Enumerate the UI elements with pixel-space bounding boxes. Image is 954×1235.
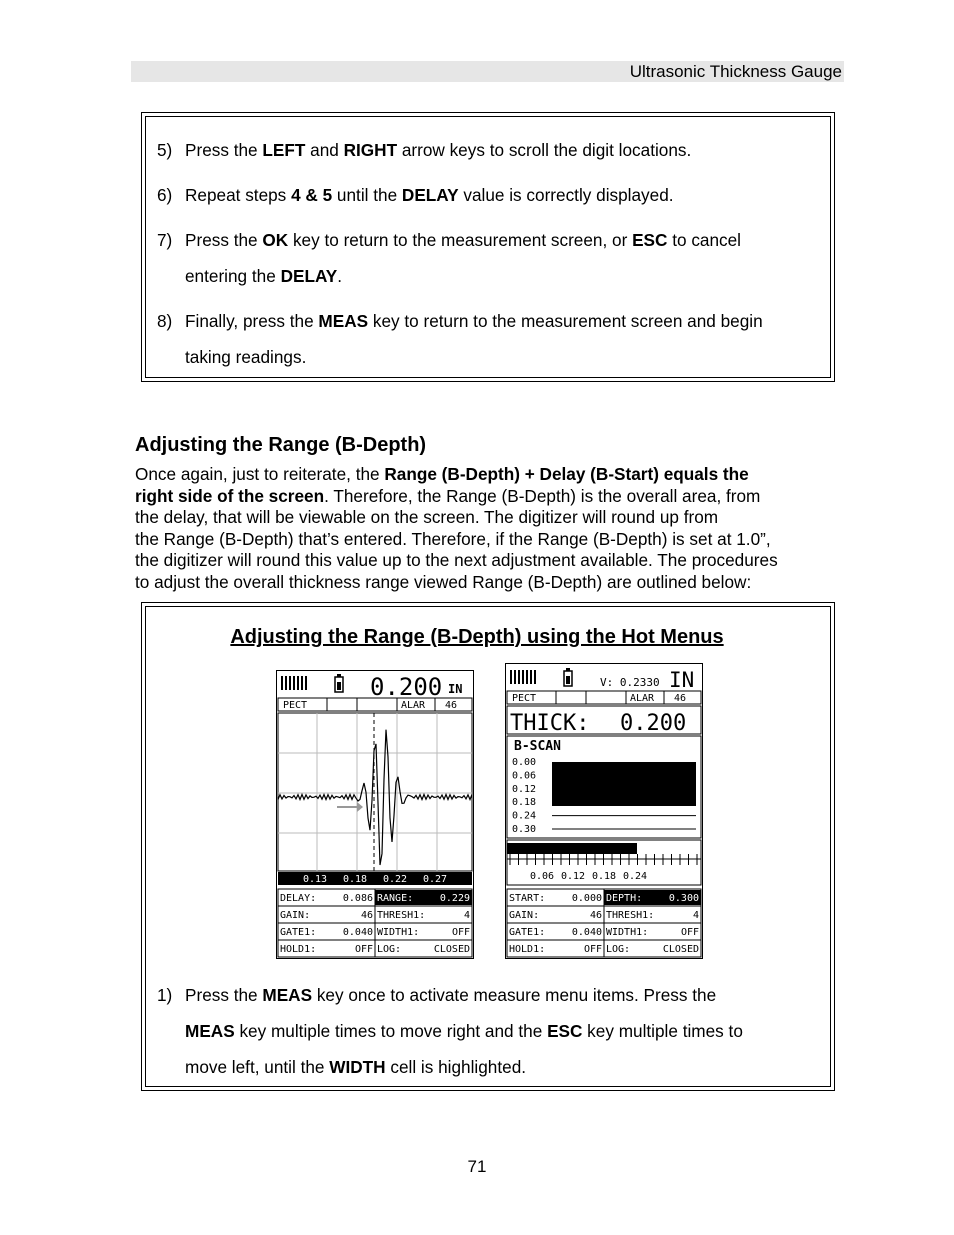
text-run: Once again, just to reiterate, the bbox=[135, 464, 385, 484]
text-run: . bbox=[337, 266, 343, 286]
lcd-menu-value: 0.040 bbox=[342, 927, 373, 938]
lcd-menu-label: LOG: bbox=[377, 944, 402, 955]
lcd-menu-label: WIDTH1: bbox=[606, 927, 649, 938]
lcd-left-mode: PECT bbox=[283, 700, 308, 711]
step-text bbox=[185, 258, 342, 294]
step-number: 1) bbox=[157, 985, 173, 1005]
lcd-menu-value: OFF bbox=[354, 944, 373, 955]
text-run: Press the bbox=[185, 230, 263, 250]
paragraph-line bbox=[135, 529, 845, 551]
depth-tick-label: 0.30 bbox=[512, 824, 537, 835]
lcd-right-alarm-value: 46 bbox=[674, 693, 687, 704]
step-text bbox=[185, 177, 674, 213]
text-run: key to return to the measurement screen and begin bbox=[368, 311, 763, 331]
step-text bbox=[185, 1013, 743, 1049]
text-run: value is correctly displayed. bbox=[458, 185, 674, 205]
lcd-left-alarm-label: ALAR bbox=[401, 700, 426, 711]
emphasis-text: LEFT bbox=[262, 140, 306, 160]
text-run: . Therefore, the Range (B-Depth) is the overall area, from bbox=[324, 485, 761, 506]
axis-tick-label: 0.18 bbox=[343, 874, 368, 885]
emphasis-text: MEAS bbox=[262, 985, 313, 1005]
depth-tick-label: 0.06 bbox=[512, 770, 537, 782]
hot-menu-title: Adjusting the Range (B-Depth) using the Hot Menus bbox=[230, 626, 724, 648]
bscan-fill bbox=[552, 762, 696, 806]
text-run: key multiple times to move right and the bbox=[234, 1021, 548, 1041]
signal-bars-icon bbox=[281, 676, 307, 690]
lcd-screen-waveform bbox=[276, 670, 474, 959]
signal-bars-icon bbox=[510, 670, 536, 684]
lcd-menu-value: 4 bbox=[692, 910, 699, 921]
lcd-menu-value: 46 bbox=[360, 910, 373, 921]
lcd-menu-value: 0.040 bbox=[571, 927, 602, 938]
step-text bbox=[185, 1049, 526, 1085]
emphasis-text: MEAS bbox=[185, 1021, 235, 1041]
emphasis-text: ESC bbox=[547, 1021, 583, 1041]
emphasis-text: right side of the screen bbox=[135, 485, 325, 506]
text-run: entering the bbox=[185, 266, 281, 286]
lcd-menu-label: LOG: bbox=[606, 944, 631, 955]
text-run: cell is highlighted. bbox=[385, 1057, 527, 1077]
text-run: taking readings. bbox=[185, 347, 307, 367]
lcd-menu-label: START: bbox=[509, 893, 546, 904]
emphasis-text: WIDTH bbox=[329, 1057, 386, 1077]
emphasis-text: Range (B-Depth) + Delay (B-Start) equals the bbox=[384, 464, 749, 484]
step-text bbox=[185, 977, 716, 1013]
text-run: key to return to the measurement screen, or bbox=[288, 230, 633, 250]
text-run: Finally, press the bbox=[185, 311, 319, 331]
lcd-menu-value: OFF bbox=[583, 944, 602, 955]
lcd-right-unit: IN bbox=[669, 668, 695, 692]
step-text bbox=[185, 222, 741, 258]
text-run: to cancel bbox=[667, 230, 742, 250]
bscan-progress-bar bbox=[507, 843, 637, 854]
lcd-menu-value: CLOSED bbox=[433, 944, 470, 955]
lcd-menu-value: CLOSED bbox=[662, 944, 699, 955]
lcd-left-alarm-value: 46 bbox=[445, 700, 458, 711]
lcd-menu-label: GATE1: bbox=[280, 927, 317, 938]
paragraph-line bbox=[135, 486, 845, 508]
axis-tick-label: 0.06 bbox=[530, 871, 555, 882]
paragraph-line bbox=[135, 464, 845, 486]
lcd-menu-value: 0.229 bbox=[439, 893, 470, 904]
step-number: 5) bbox=[157, 140, 173, 160]
axis-tick-label: 0.24 bbox=[623, 871, 648, 882]
lcd-menu-label: GAIN: bbox=[509, 910, 540, 921]
lcd-menu-label: DEPTH: bbox=[606, 893, 643, 904]
lcd-menu-label: THRESH1: bbox=[377, 910, 426, 921]
text-run: the digitizer will round this value up to the next adjustment available. The procedures bbox=[135, 550, 778, 570]
lcd-right-alarm-label: ALAR bbox=[630, 693, 655, 704]
lcd-menu-label: WIDTH1: bbox=[377, 927, 420, 938]
lcd-menu-label: THRESH1: bbox=[606, 910, 655, 921]
lcd-menu-value: 4 bbox=[463, 910, 470, 921]
text-run: the Range (B-Depth) that’s entered. Therefore, if the Range (B-Depth) is set at 1.0”, bbox=[135, 528, 771, 549]
text-run: key once to activate measure menu items. Press the bbox=[312, 985, 717, 1005]
lcd-menu-value: 46 bbox=[589, 910, 602, 921]
lcd-left-reading: 0.200 bbox=[370, 673, 443, 701]
step-text bbox=[185, 339, 306, 375]
paragraph-line bbox=[135, 507, 845, 529]
paragraph-line bbox=[135, 550, 845, 572]
axis-tick-label: 0.18 bbox=[592, 871, 617, 882]
text-run: key multiple times to bbox=[582, 1021, 743, 1041]
waveform-trace bbox=[278, 730, 472, 865]
lcd-left-unit: IN bbox=[448, 682, 463, 696]
text-run: Press the bbox=[185, 985, 263, 1005]
depth-tick-label: 0.12 bbox=[512, 783, 537, 795]
emphasis-text: DELAY bbox=[280, 266, 338, 286]
lcd-menu-label: HOLD1: bbox=[280, 944, 317, 955]
battery-icon bbox=[335, 674, 343, 692]
paragraph-line bbox=[135, 572, 845, 594]
lcd-menu-value: 0.000 bbox=[571, 893, 602, 904]
step-text bbox=[185, 303, 763, 339]
emphasis-text: 4 & 5 bbox=[291, 185, 333, 205]
text-run: the delay, that will be viewable on the screen. The digitizer will round up from bbox=[135, 507, 719, 527]
lcd-menu-label: RANGE: bbox=[377, 893, 414, 904]
text-run: Press the bbox=[185, 140, 263, 160]
emphasis-text: OK bbox=[262, 230, 289, 250]
lcd-screen-bscan bbox=[505, 663, 703, 959]
lcd-menu-label: HOLD1: bbox=[509, 944, 546, 955]
emphasis-text: MEAS bbox=[318, 311, 369, 331]
step-number: 6) bbox=[157, 185, 173, 205]
section-paragraph bbox=[135, 464, 845, 593]
lcd-menu-label: GATE1: bbox=[509, 927, 546, 938]
emphasis-text: DELAY bbox=[401, 185, 459, 205]
axis-tick-label: 0.27 bbox=[423, 874, 448, 885]
axis-tick-label: 0.13 bbox=[303, 874, 328, 885]
lcd-right-bscan-label: B-SCAN bbox=[514, 739, 561, 754]
text-run: to adjust the overall thickness range viewed Range (B-Depth) are outlined below: bbox=[135, 571, 752, 592]
lcd-right-velocity: V: 0.2330 bbox=[600, 676, 660, 689]
text-run: and bbox=[305, 140, 344, 160]
lcd-menu-value: 0.300 bbox=[668, 893, 699, 904]
step-text bbox=[185, 132, 691, 168]
text-run: move left, until the bbox=[185, 1057, 330, 1077]
text-run: arrow keys to scroll the digit locations. bbox=[397, 140, 692, 160]
lcd-menu-value: 0.086 bbox=[342, 893, 373, 904]
lcd-right-thick-value: 0.200 bbox=[620, 711, 687, 736]
battery-icon bbox=[564, 668, 572, 686]
axis-tick-label: 0.22 bbox=[383, 874, 408, 885]
step-number: 7) bbox=[157, 230, 173, 250]
depth-tick-label: 0.18 bbox=[512, 797, 537, 809]
section-heading: Adjusting the Range (B-Depth) bbox=[135, 434, 427, 456]
lcd-menu-label: GAIN: bbox=[280, 910, 311, 921]
header-title: Ultrasonic Thickness Gauge bbox=[629, 62, 842, 81]
text-run: Repeat steps bbox=[185, 185, 292, 205]
axis-tick-label: 0.12 bbox=[561, 871, 586, 882]
lcd-right-mode: PECT bbox=[512, 693, 537, 704]
step-number: 8) bbox=[157, 311, 173, 331]
lcd-menu-label: DELAY: bbox=[280, 893, 317, 904]
page-number: 71 bbox=[467, 1157, 487, 1176]
lcd-menu-value: OFF bbox=[680, 927, 699, 938]
lcd-menu-value: OFF bbox=[451, 927, 470, 938]
lcd-right-thick-label: THICK: bbox=[510, 711, 590, 736]
depth-tick-label: 0.24 bbox=[512, 810, 537, 822]
text-run: until the bbox=[332, 185, 402, 205]
emphasis-text: ESC bbox=[632, 230, 668, 250]
depth-tick-label: 0.00 bbox=[512, 757, 537, 768]
emphasis-text: RIGHT bbox=[343, 140, 398, 160]
